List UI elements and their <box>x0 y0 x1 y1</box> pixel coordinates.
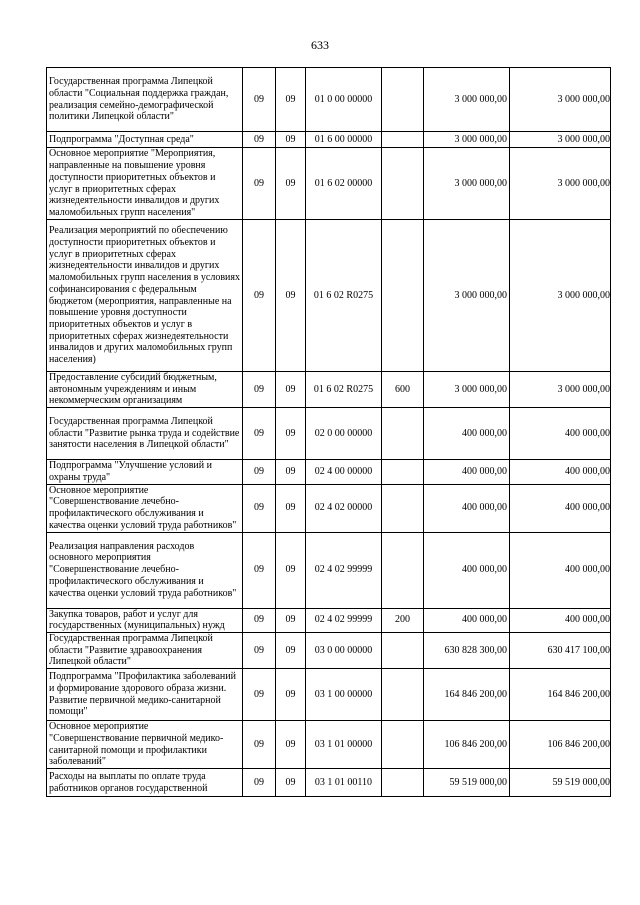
row-section-code: 09 <box>276 721 306 769</box>
row-target-code: 03 1 00 00000 <box>306 669 382 721</box>
row-amount-year-2: 400 000,00 <box>510 484 611 532</box>
row-expense-kind <box>382 148 424 220</box>
row-expense-kind: 200 <box>382 608 424 632</box>
row-amount-year-2: 400 000,00 <box>510 532 611 608</box>
row-section-code: 09 <box>276 408 306 460</box>
table-row <box>47 669 611 721</box>
table-row <box>47 220 611 372</box>
row-expense-kind <box>382 721 424 769</box>
row-ministry-code: 09 <box>243 669 276 721</box>
row-expense-kind <box>382 532 424 608</box>
row-ministry-code: 09 <box>243 608 276 632</box>
row-target-code: 02 0 00 00000 <box>306 408 382 460</box>
row-amount-year-2: 3 000 000,00 <box>510 148 611 220</box>
row-ministry-code: 09 <box>243 408 276 460</box>
row-expense-kind <box>382 632 424 668</box>
row-amount-year-2: 3 000 000,00 <box>510 68 611 132</box>
row-name: Государственная программа Липецкой области "Развитие здравоохранения Липецкой области" <box>47 632 243 668</box>
row-expense-kind <box>382 769 424 797</box>
page-number: 633 <box>311 38 329 52</box>
row-name: Предоставление субсидий бюджетным, автономным учреждениям и иным некоммерческим организациям <box>47 372 243 408</box>
row-target-code: 01 6 02 R0275 <box>306 220 382 372</box>
row-amount-year-2: 3 000 000,00 <box>510 372 611 408</box>
budget-table <box>46 67 611 797</box>
row-section-code: 09 <box>276 608 306 632</box>
row-amount-year-2: 106 846 200,00 <box>510 721 611 769</box>
row-name: Государственная программа Липецкой области "Социальная поддержка граждан, реализация семейно-демографической политики Липецкой области" <box>47 68 243 132</box>
row-amount-year-1: 3 000 000,00 <box>424 132 510 148</box>
row-name: Подпрограмма "Улучшение условий и охраны труда" <box>47 460 243 484</box>
row-section-code: 09 <box>276 484 306 532</box>
row-ministry-code: 09 <box>243 68 276 132</box>
row-section-code: 09 <box>276 769 306 797</box>
table-row <box>47 132 611 148</box>
row-expense-kind <box>382 408 424 460</box>
table-row <box>47 769 611 797</box>
row-section-code: 09 <box>276 68 306 132</box>
row-amount-year-1: 164 846 200,00 <box>424 669 510 721</box>
row-amount-year-2: 164 846 200,00 <box>510 669 611 721</box>
row-target-code: 03 1 01 00000 <box>306 721 382 769</box>
row-section-code: 09 <box>276 632 306 668</box>
row-amount-year-1: 59 519 000,00 <box>424 769 510 797</box>
row-amount-year-1: 630 828 300,00 <box>424 632 510 668</box>
row-section-code: 09 <box>276 220 306 372</box>
row-amount-year-1: 400 000,00 <box>424 460 510 484</box>
row-amount-year-2: 3 000 000,00 <box>510 132 611 148</box>
row-amount-year-1: 400 000,00 <box>424 608 510 632</box>
row-amount-year-2: 400 000,00 <box>510 460 611 484</box>
row-section-code: 09 <box>276 132 306 148</box>
row-ministry-code: 09 <box>243 532 276 608</box>
row-expense-kind: 600 <box>382 372 424 408</box>
table-row <box>47 372 611 408</box>
row-expense-kind <box>382 484 424 532</box>
table-row <box>47 484 611 532</box>
row-section-code: 09 <box>276 372 306 408</box>
row-name: Основное мероприятие "Мероприятия, направленные на повышение уровня доступности приоритетных объектов и услуг в приоритетных сферах жизнедеятельности инвалидов и других маломобильных групп населения" <box>47 148 243 220</box>
row-ministry-code: 09 <box>243 484 276 532</box>
row-amount-year-1: 3 000 000,00 <box>424 372 510 408</box>
row-target-code: 02 4 00 00000 <box>306 460 382 484</box>
row-amount-year-1: 400 000,00 <box>424 484 510 532</box>
row-amount-year-2: 400 000,00 <box>510 408 611 460</box>
row-name: Закупка товаров, работ и услуг для государственных (муниципальных) нужд <box>47 608 243 632</box>
table-row <box>47 460 611 484</box>
row-section-code: 09 <box>276 669 306 721</box>
row-amount-year-1: 3 000 000,00 <box>424 148 510 220</box>
table-row <box>47 608 611 632</box>
row-ministry-code: 09 <box>243 460 276 484</box>
row-amount-year-2: 3 000 000,00 <box>510 220 611 372</box>
row-amount-year-2: 400 000,00 <box>510 608 611 632</box>
row-target-code: 01 6 00 00000 <box>306 132 382 148</box>
table-body <box>47 68 611 797</box>
row-target-code: 01 0 00 00000 <box>306 68 382 132</box>
row-name: Реализация направления расходов основного мероприятия "Совершенствование лечебно-профилактического обслуживания и качества оценки условий труда работников" <box>47 532 243 608</box>
row-section-code: 09 <box>276 148 306 220</box>
row-ministry-code: 09 <box>243 769 276 797</box>
table-row <box>47 532 611 608</box>
row-name: Подпрограмма "Профилактика заболеваний и формирование здорового образа жизни. Развитие первичной медико-санитарной помощи" <box>47 669 243 721</box>
row-target-code: 02 4 02 00000 <box>306 484 382 532</box>
row-expense-kind <box>382 460 424 484</box>
table-row <box>47 408 611 460</box>
row-section-code: 09 <box>276 532 306 608</box>
row-target-code: 02 4 02 99999 <box>306 532 382 608</box>
row-amount-year-2: 630 417 100,00 <box>510 632 611 668</box>
table-row <box>47 148 611 220</box>
row-name: Основное мероприятие "Совершенствование первичной медико-санитарной помощи и профилактики заболеваний" <box>47 721 243 769</box>
row-amount-year-1: 400 000,00 <box>424 408 510 460</box>
row-expense-kind <box>382 669 424 721</box>
row-amount-year-1: 400 000,00 <box>424 532 510 608</box>
row-ministry-code: 09 <box>243 372 276 408</box>
row-expense-kind <box>382 220 424 372</box>
table-row <box>47 721 611 769</box>
row-ministry-code: 09 <box>243 132 276 148</box>
row-name: Основное мероприятие "Совершенствование лечебно-профилактического обслуживания и качества оценки условий труда работников" <box>47 484 243 532</box>
row-amount-year-1: 3 000 000,00 <box>424 68 510 132</box>
row-ministry-code: 09 <box>243 148 276 220</box>
row-target-code: 03 0 00 00000 <box>306 632 382 668</box>
row-ministry-code: 09 <box>243 220 276 372</box>
row-target-code: 02 4 02 99999 <box>306 608 382 632</box>
row-name: Подпрограмма "Доступная среда" <box>47 132 243 148</box>
table-row <box>47 632 611 668</box>
row-name: Реализация мероприятий по обеспечению доступности приоритетных объектов и услуг в приоритетных сферах жизнедеятельности инвалидов и других маломобильных групп населения в условиях софинансирования с федеральным бюджетом (мероприятия, направленные на повышение уровня доступности приоритетных объектов и услуг в приоритетных сферах жизнедеятельности инвалидов и других маломобильных групп населения) <box>47 220 243 372</box>
row-ministry-code: 09 <box>243 632 276 668</box>
row-amount-year-2: 59 519 000,00 <box>510 769 611 797</box>
row-amount-year-1: 3 000 000,00 <box>424 220 510 372</box>
table-row <box>47 68 611 132</box>
row-expense-kind <box>382 132 424 148</box>
row-target-code: 01 6 02 R0275 <box>306 372 382 408</box>
row-target-code: 03 1 01 00110 <box>306 769 382 797</box>
row-expense-kind <box>382 68 424 132</box>
row-name: Расходы на выплаты по оплате труда работников органов государственной <box>47 769 243 797</box>
row-amount-year-1: 106 846 200,00 <box>424 721 510 769</box>
row-ministry-code: 09 <box>243 721 276 769</box>
row-target-code: 01 6 02 00000 <box>306 148 382 220</box>
row-section-code: 09 <box>276 460 306 484</box>
row-name: Государственная программа Липецкой области "Развитие рынка труда и содействие занятости населения в Липецкой области" <box>47 408 243 460</box>
